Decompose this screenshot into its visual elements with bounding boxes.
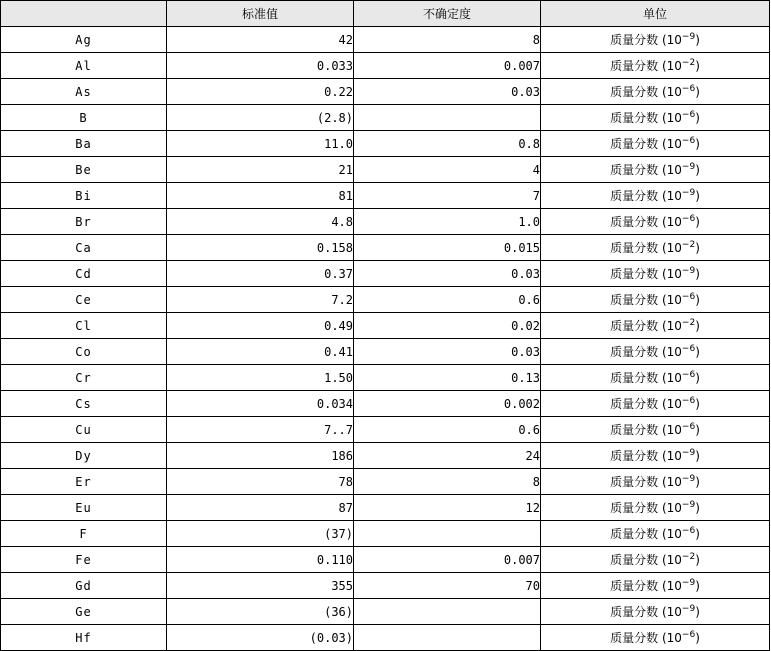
unit-base: 质量分数 (10 [610, 527, 682, 541]
cell-unit [541, 209, 770, 235]
unit-close-paren: ) [695, 553, 700, 567]
unit-close-paren: ) [695, 59, 700, 73]
unit-close-paren: ) [695, 319, 700, 333]
cell-uncertainty: 0.007 [354, 547, 541, 573]
unit-base: 质量分数 (10 [610, 163, 682, 177]
unit-base: 质量分数 (10 [610, 59, 682, 73]
cell-unit [541, 105, 770, 131]
cell-element-symbol: As [1, 79, 167, 105]
cell-unit [541, 235, 770, 261]
unit-close-paren: ) [695, 345, 700, 359]
cell-element-symbol: Cu [1, 417, 167, 443]
cell-element-symbol: B [1, 105, 167, 131]
cell-uncertainty: 0.8 [354, 131, 541, 157]
cell-standard-value: 0.37 [167, 261, 354, 287]
cell-uncertainty: 8 [354, 27, 541, 53]
unit-exponent: −2 [681, 58, 696, 68]
cell-uncertainty: 0.015 [354, 235, 541, 261]
cell-uncertainty: 4 [354, 157, 541, 183]
cell-standard-value: 0.034 [167, 391, 354, 417]
cell-unit [541, 365, 770, 391]
cell-uncertainty: 0.03 [354, 261, 541, 287]
unit-close-paren: ) [695, 215, 700, 229]
cell-standard-value: 87 [167, 495, 354, 521]
cell-element-symbol: Co [1, 339, 167, 365]
table-header [1, 1, 770, 27]
cell-element-symbol: Cl [1, 313, 167, 339]
cell-standard-value: 355 [167, 573, 354, 599]
cell-uncertainty: 70 [354, 573, 541, 599]
column-header-uncertainty: 不确定度 [354, 1, 541, 27]
table-row [1, 157, 770, 183]
table-row [1, 209, 770, 235]
cell-uncertainty: 8 [354, 469, 541, 495]
cell-element-symbol: Al [1, 53, 167, 79]
unit-exponent: −2 [681, 318, 696, 328]
column-header-unit: 单位 [541, 1, 770, 27]
table-row [1, 287, 770, 313]
unit-base: 质量分数 (10 [610, 423, 682, 437]
unit-exponent: −9 [681, 448, 696, 458]
column-header-standard-value: 标准值 [167, 1, 354, 27]
cell-element-symbol: Cd [1, 261, 167, 287]
table-row [1, 521, 770, 547]
cell-uncertainty: 0.02 [354, 313, 541, 339]
cell-element-symbol: Eu [1, 495, 167, 521]
table-row [1, 261, 770, 287]
unit-base: 质量分数 (10 [610, 85, 682, 99]
cell-uncertainty: 24 [354, 443, 541, 469]
unit-close-paren: ) [695, 475, 700, 489]
cell-unit [541, 79, 770, 105]
cell-unit [541, 521, 770, 547]
unit-base: 质量分数 (10 [610, 397, 682, 411]
unit-base: 质量分数 (10 [610, 501, 682, 515]
table-row [1, 417, 770, 443]
cell-uncertainty [354, 625, 541, 651]
table-row [1, 495, 770, 521]
unit-exponent: −9 [681, 474, 696, 484]
cell-unit [541, 313, 770, 339]
unit-close-paren: ) [695, 33, 700, 47]
table-row [1, 183, 770, 209]
cell-element-symbol: Gd [1, 573, 167, 599]
cell-standard-value: 0.158 [167, 235, 354, 261]
cell-standard-value: 186 [167, 443, 354, 469]
unit-base: 质量分数 (10 [610, 631, 682, 645]
table-row [1, 599, 770, 625]
table-row [1, 365, 770, 391]
cell-element-symbol: F [1, 521, 167, 547]
cell-element-symbol: Ba [1, 131, 167, 157]
cell-unit [541, 469, 770, 495]
unit-exponent: −9 [681, 162, 696, 172]
unit-exponent: −9 [681, 266, 696, 276]
cell-uncertainty: 0.03 [354, 79, 541, 105]
unit-exponent: −9 [681, 500, 696, 510]
cell-uncertainty: 0.6 [354, 417, 541, 443]
cell-unit [541, 417, 770, 443]
unit-close-paren: ) [695, 423, 700, 437]
cell-unit [541, 27, 770, 53]
unit-close-paren: ) [695, 241, 700, 255]
unit-exponent: −6 [681, 292, 696, 302]
cell-uncertainty: 0.007 [354, 53, 541, 79]
unit-exponent: −9 [681, 578, 696, 588]
cell-element-symbol: Ge [1, 599, 167, 625]
cell-standard-value: 0.49 [167, 313, 354, 339]
cell-element-symbol: Ca [1, 235, 167, 261]
unit-exponent: −6 [681, 136, 696, 146]
cell-uncertainty: 0.002 [354, 391, 541, 417]
unit-base: 质量分数 (10 [610, 137, 682, 151]
cell-standard-value: 21 [167, 157, 354, 183]
table-row [1, 79, 770, 105]
unit-exponent: −2 [681, 552, 696, 562]
cell-unit [541, 183, 770, 209]
unit-base: 质量分数 (10 [610, 605, 682, 619]
table-row [1, 391, 770, 417]
table-row [1, 469, 770, 495]
cell-unit [541, 391, 770, 417]
table-row [1, 131, 770, 157]
unit-base: 质量分数 (10 [610, 111, 682, 125]
table-row [1, 27, 770, 53]
unit-exponent: −2 [681, 240, 696, 250]
cell-uncertainty: 1.0 [354, 209, 541, 235]
cell-unit [541, 53, 770, 79]
table-row [1, 235, 770, 261]
cell-standard-value: 0.22 [167, 79, 354, 105]
unit-close-paren: ) [695, 85, 700, 99]
cell-element-symbol: Er [1, 469, 167, 495]
cell-standard-value: (2.8) [167, 105, 354, 131]
unit-exponent: −6 [681, 630, 696, 640]
cell-standard-value: 11.0 [167, 131, 354, 157]
cell-element-symbol: Hf [1, 625, 167, 651]
unit-close-paren: ) [695, 163, 700, 177]
cell-uncertainty: 0.13 [354, 365, 541, 391]
unit-exponent: −9 [681, 604, 696, 614]
cell-uncertainty [354, 599, 541, 625]
unit-exponent: −9 [681, 32, 696, 42]
unit-close-paren: ) [695, 605, 700, 619]
unit-exponent: −9 [681, 188, 696, 198]
cell-element-symbol: Fe [1, 547, 167, 573]
cell-element-symbol: Dy [1, 443, 167, 469]
table-row [1, 625, 770, 651]
cell-standard-value: 0.110 [167, 547, 354, 573]
unit-base: 质量分数 (10 [610, 371, 682, 385]
cell-unit [541, 131, 770, 157]
cell-uncertainty: 0.03 [354, 339, 541, 365]
cell-unit [541, 261, 770, 287]
unit-close-paren: ) [695, 371, 700, 385]
cell-unit [541, 599, 770, 625]
cell-unit [541, 547, 770, 573]
unit-close-paren: ) [695, 189, 700, 203]
cell-unit [541, 443, 770, 469]
table-row [1, 339, 770, 365]
header-row [1, 1, 770, 27]
cell-unit [541, 339, 770, 365]
unit-base: 质量分数 (10 [610, 241, 682, 255]
unit-base: 质量分数 (10 [610, 319, 682, 333]
cell-standard-value: 81 [167, 183, 354, 209]
unit-base: 质量分数 (10 [610, 293, 682, 307]
cell-uncertainty: 7 [354, 183, 541, 209]
cell-element-symbol: Ag [1, 27, 167, 53]
cell-uncertainty [354, 105, 541, 131]
cell-element-symbol: Ce [1, 287, 167, 313]
unit-base: 质量分数 (10 [610, 579, 682, 593]
unit-close-paren: ) [695, 137, 700, 151]
unit-exponent: −6 [681, 110, 696, 120]
unit-base: 质量分数 (10 [610, 215, 682, 229]
unit-base: 质量分数 (10 [610, 449, 682, 463]
cell-standard-value: (0.03) [167, 625, 354, 651]
unit-close-paren: ) [695, 267, 700, 281]
unit-base: 质量分数 (10 [610, 33, 682, 47]
cell-standard-value: 7..7 [167, 417, 354, 443]
cell-element-symbol: Cr [1, 365, 167, 391]
cell-unit [541, 287, 770, 313]
table-row [1, 573, 770, 599]
unit-exponent: −6 [681, 84, 696, 94]
cell-standard-value: 0.41 [167, 339, 354, 365]
table-row [1, 443, 770, 469]
cell-element-symbol: Cs [1, 391, 167, 417]
cell-unit [541, 573, 770, 599]
unit-exponent: −6 [681, 422, 696, 432]
cell-uncertainty: 0.6 [354, 287, 541, 313]
unit-exponent: −6 [681, 396, 696, 406]
unit-exponent: −6 [681, 526, 696, 536]
unit-exponent: −6 [681, 344, 696, 354]
cell-standard-value: 7.2 [167, 287, 354, 313]
unit-base: 质量分数 (10 [610, 189, 682, 203]
unit-close-paren: ) [695, 111, 700, 125]
cell-unit [541, 625, 770, 651]
unit-close-paren: ) [695, 631, 700, 645]
cell-standard-value: (36) [167, 599, 354, 625]
table-row [1, 313, 770, 339]
cell-standard-value: 0.033 [167, 53, 354, 79]
unit-close-paren: ) [695, 579, 700, 593]
cell-element-symbol: Br [1, 209, 167, 235]
cell-standard-value: 42 [167, 27, 354, 53]
unit-exponent: −6 [681, 370, 696, 380]
unit-base: 质量分数 (10 [610, 345, 682, 359]
cell-unit [541, 157, 770, 183]
cell-standard-value: 78 [167, 469, 354, 495]
cell-element-symbol: Bi [1, 183, 167, 209]
unit-close-paren: ) [695, 527, 700, 541]
column-header-element [1, 1, 167, 27]
cell-standard-value: 1.50 [167, 365, 354, 391]
cell-unit [541, 495, 770, 521]
cell-uncertainty: 12 [354, 495, 541, 521]
unit-base: 质量分数 (10 [610, 267, 682, 281]
unit-exponent: −6 [681, 214, 696, 224]
table-row [1, 53, 770, 79]
unit-close-paren: ) [695, 397, 700, 411]
unit-close-paren: ) [695, 293, 700, 307]
unit-base: 质量分数 (10 [610, 553, 682, 567]
unit-close-paren: ) [695, 501, 700, 515]
cell-standard-value: 4.8 [167, 209, 354, 235]
unit-base: 质量分数 (10 [610, 475, 682, 489]
unit-close-paren: ) [695, 449, 700, 463]
cell-standard-value: (37) [167, 521, 354, 547]
cell-element-symbol: Be [1, 157, 167, 183]
table-body [1, 27, 770, 651]
table-row [1, 105, 770, 131]
cell-uncertainty [354, 521, 541, 547]
table-row [1, 547, 770, 573]
